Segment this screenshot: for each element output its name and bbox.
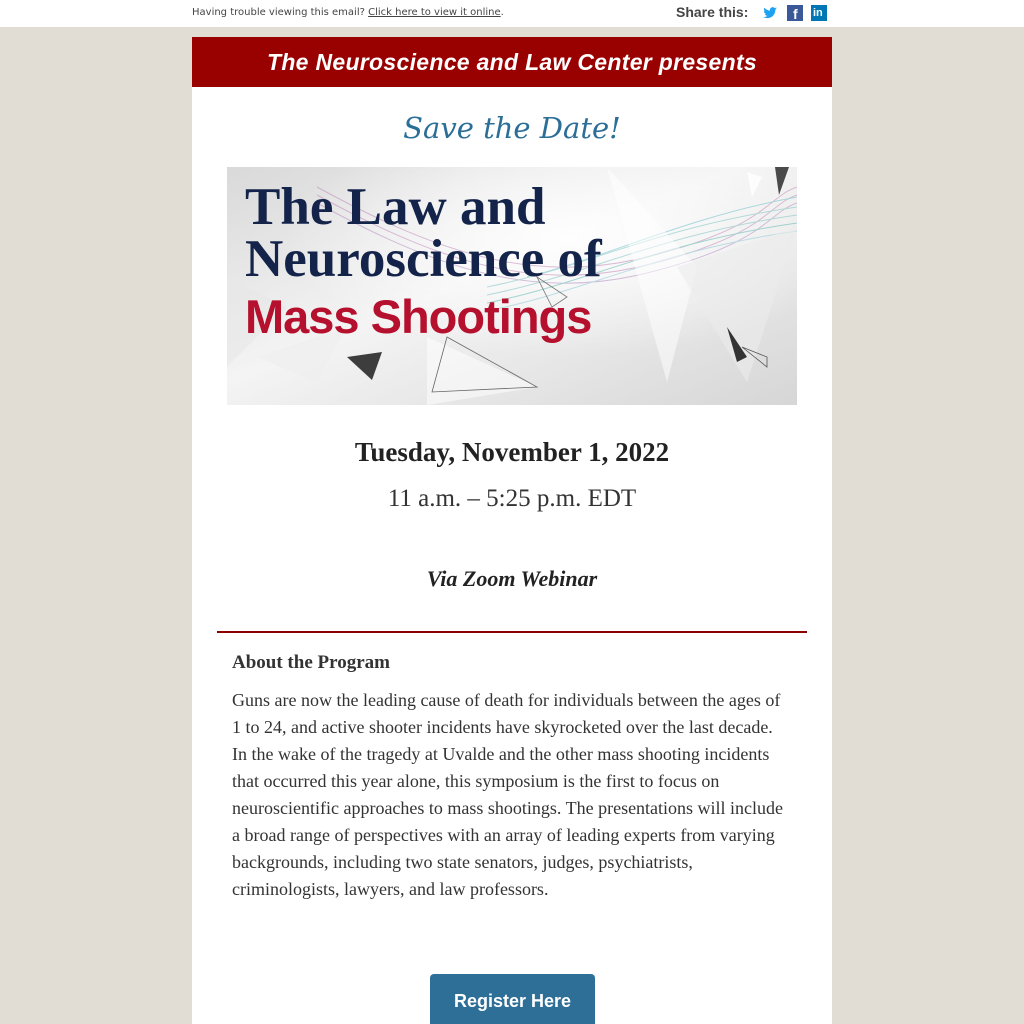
share-label: Share this: [676, 4, 749, 20]
view-online-link[interactable]: Click here to view it online [368, 7, 501, 18]
facebook-icon[interactable]: f [787, 5, 803, 21]
event-venue: Via Zoom Webinar [426, 566, 598, 591]
hero-title-line-2: Neuroscience of [245, 230, 602, 288]
trouble-text: Having trouble viewing this email? [192, 7, 365, 18]
about-body: Guns are now the leading cause of death for individuals between the ages of 1 to 24, and active shooter incidents have skyrocketed over the last decade. In the wake of the tragedy at Uvalde and the other mass shooting incidents that occurred this year alone, this symposium is the first to focus on neuroscientific approaches to mass shootings. The presentations will include a broad range of perspectives with an array of leading experts from varying backgrounds, including two state senators, judges, psychiatrists, criminologists, lawyers, and law professors. [232, 690, 784, 899]
about-heading: About the Program [232, 652, 390, 673]
hero-title-line-1: The Law and [245, 178, 546, 236]
event-time: 11 a.m. – 5:25 p.m. EDT [387, 485, 637, 512]
register-button[interactable]: Register Here [430, 974, 595, 1024]
twitter-icon[interactable] [762, 5, 778, 21]
save-the-date-heading: Save the Date! [403, 111, 621, 145]
section-divider [217, 631, 807, 633]
hero-title-line-3: Mass Shootings [245, 290, 592, 343]
event-hero-image [227, 167, 797, 405]
email-card [192, 37, 832, 1024]
event-date: Tuesday, November 1, 2022 [354, 437, 670, 467]
presenter-banner: The Neuroscience and Law Center presents [192, 37, 832, 87]
email-top-bar [0, 0, 1024, 27]
view-online-notice: Having trouble viewing this email? Click here to view it online. [192, 7, 504, 18]
linkedin-icon[interactable]: in [811, 5, 827, 21]
